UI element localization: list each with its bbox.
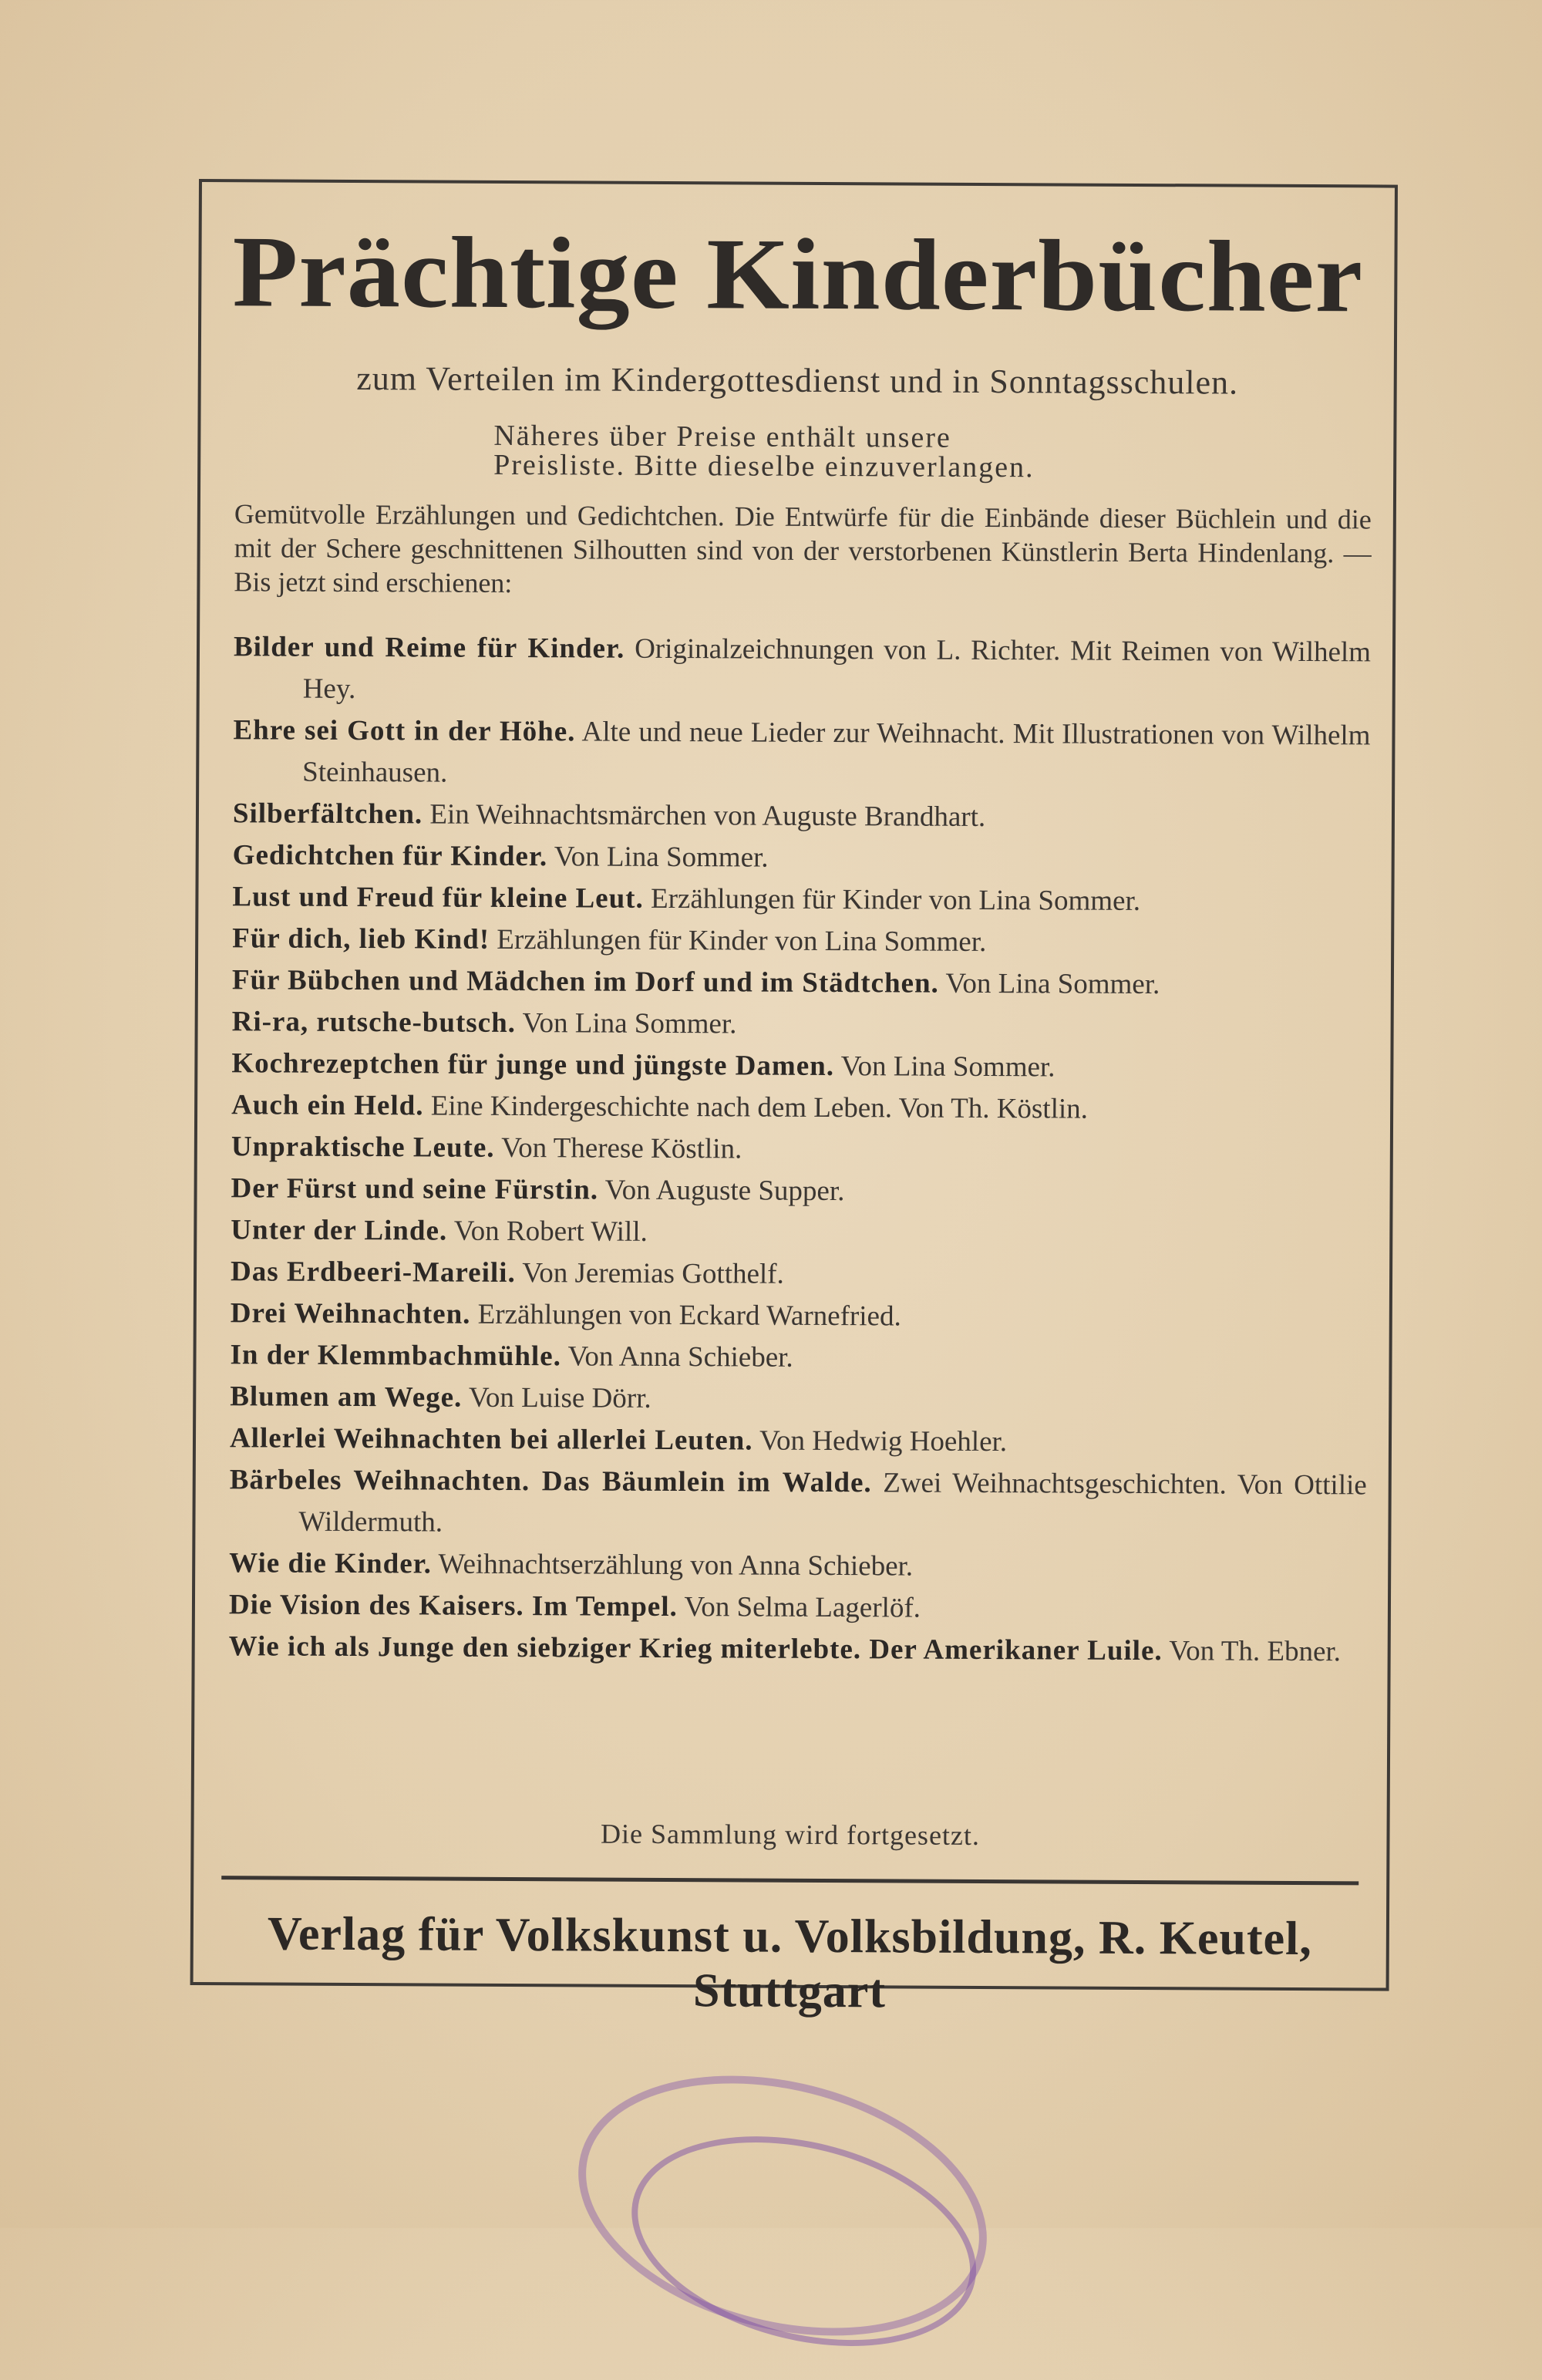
book-title: Bilder und Reime für Kinder. bbox=[233, 631, 625, 665]
price-note-line: Näheres über Preise enthält unsere bbox=[493, 419, 951, 454]
book-entry bbox=[232, 959, 1369, 1006]
book-title: Blumen am Wege. bbox=[230, 1380, 463, 1414]
book-description: Zwei Weihnachtsgeschichten. Von Ottilie Wildermuth. bbox=[298, 1467, 1367, 1539]
book-description: Erzählungen für Kinder von Lina Sommer. bbox=[497, 923, 987, 959]
book-description: Von Th. Ebner. bbox=[1169, 1635, 1342, 1668]
book-entry bbox=[229, 1459, 1367, 1548]
book-description: Originalzeichnungen von L. Richter. Mit Reimen von Wilhelm Hey. bbox=[302, 632, 1372, 706]
book-entry bbox=[231, 1251, 1368, 1298]
book-title: Unter der Linde. bbox=[231, 1214, 448, 1247]
book-entry bbox=[233, 793, 1370, 840]
subtitle: zum Verteilen im Kindergottesdienst und in Sonntagsschulen. bbox=[356, 359, 1239, 402]
continuation-note: Die Sammlung wird fortgesetzt. bbox=[600, 1818, 981, 1851]
book-entry bbox=[232, 1001, 1369, 1048]
book-description: Von Robert Will. bbox=[453, 1215, 648, 1248]
book-title: Auch ein Held. bbox=[231, 1089, 424, 1122]
book-title: Das Erdbeeri-Mareili. bbox=[230, 1256, 516, 1289]
book-entry bbox=[229, 1542, 1366, 1589]
book-title: Unpraktische Leute. bbox=[231, 1131, 495, 1164]
book-description: Von Lina Sommer. bbox=[522, 1007, 737, 1040]
book-title: Kochrezeptchen für junge und jüngste Damen. bbox=[231, 1047, 835, 1083]
book-entry bbox=[233, 710, 1371, 798]
book-description: Von Jeremias Gotthelf. bbox=[522, 1257, 784, 1290]
book-title: Für dich, lieb Kind! bbox=[232, 922, 490, 956]
book-title: Lust und Freud für kleine Leut. bbox=[232, 881, 644, 915]
book-list bbox=[229, 626, 1372, 1673]
book-title: Wie ich als Junge den siebziger Krieg miterlebte. Der Amerikaner Luile. bbox=[228, 1630, 1163, 1667]
book-title: Die Vision des Kaisers. Im Tempel. bbox=[228, 1589, 678, 1623]
book-description: Erzählungen für Kinder von Lina Sommer. bbox=[650, 882, 1141, 917]
price-note bbox=[493, 421, 1035, 482]
book-entry bbox=[232, 918, 1369, 965]
book-description: Eine Kindergeschichte nach dem Leben. Von Th. Köstlin. bbox=[430, 1090, 1089, 1125]
book-description: Von Therese Köstlin. bbox=[501, 1131, 742, 1165]
book-description: Weihnachtserzählung von Anna Schieber. bbox=[438, 1548, 914, 1583]
book-entry bbox=[231, 1293, 1368, 1340]
book-description: Von Anna Schieber. bbox=[567, 1340, 793, 1374]
book-title: Gedichtchen für Kinder. bbox=[232, 839, 548, 873]
page-title: Prächtige Kinderbücher bbox=[232, 214, 1364, 334]
library-stamp bbox=[550, 2035, 1014, 2375]
book-entry bbox=[231, 1043, 1369, 1090]
book-entry bbox=[234, 626, 1372, 715]
book-entry bbox=[230, 1334, 1367, 1381]
price-note-line: Preisliste. Bitte dieselbe einzuverlangen. bbox=[493, 448, 1035, 484]
book-description: Erzählungen von Eckard Warnefried. bbox=[477, 1298, 901, 1333]
book-title: Allerlei Weihnachten bei allerlei Leuten. bbox=[229, 1422, 753, 1457]
book-entry bbox=[232, 876, 1369, 923]
book-description: Von Auguste Supper. bbox=[604, 1174, 845, 1208]
book-title: Der Fürst und seine Fürstin. bbox=[231, 1172, 599, 1206]
intro-paragraph: Gemütvolle Erzählungen und Gedichtchen. Die Entwürfe für die Einbände dieser Büchlein und die mit der Schere geschnittenen Silhoutten sind von der verstorbenen Künstlerin Berta Hindenlang. — Bis jetzt sind erschienen: bbox=[234, 498, 1372, 598]
book-title: Wie die Kinder. bbox=[229, 1547, 433, 1580]
book-title: Silberfältchen. bbox=[232, 797, 423, 831]
book-description: Von Hedwig Hoehler. bbox=[759, 1424, 1008, 1458]
book-description: Von Lina Sommer. bbox=[840, 1050, 1055, 1084]
book-description: Von Selma Lagerlöf. bbox=[684, 1591, 921, 1624]
book-description: Von Lina Sommer. bbox=[945, 967, 1160, 1001]
book-entry bbox=[233, 834, 1370, 882]
book-entry bbox=[231, 1126, 1369, 1173]
book-title: Drei Weihnachten. bbox=[230, 1297, 471, 1330]
book-entry bbox=[231, 1084, 1369, 1131]
book-entry bbox=[229, 1584, 1366, 1631]
book-title: Bärbeles Weihnachten. Das Bäumlein im Walde. bbox=[229, 1464, 872, 1499]
book-description: Von Luise Dörr. bbox=[468, 1381, 651, 1414]
book-entry bbox=[230, 1418, 1367, 1465]
publisher: Verlag für Volkskunst u. Volksbildung, R. Keutel, Stuttgart bbox=[267, 1907, 1312, 2018]
book-entry bbox=[229, 1626, 1366, 1673]
book-entry bbox=[231, 1209, 1368, 1256]
book-entry bbox=[231, 1168, 1368, 1215]
advertisement-frame bbox=[190, 179, 1398, 2018]
book-title: Ehre sei Gott in der Höhe. bbox=[233, 714, 576, 748]
book-description: Ein Weihnachtsmärchen von Auguste Brandhart. bbox=[429, 798, 986, 833]
book-entry bbox=[230, 1376, 1367, 1423]
book-description: Alte und neue Lieder zur Weihnacht. Mit Illustrationen von Wilhelm Steinhausen. bbox=[302, 716, 1371, 789]
book-title: Ri-ra, rutsche-butsch. bbox=[231, 1006, 517, 1040]
book-title: In der Klemmbachmühle. bbox=[230, 1339, 562, 1373]
divider bbox=[221, 1876, 1359, 1885]
book-description: Von Lina Sommer. bbox=[554, 841, 769, 874]
book-title: Für Bübchen und Mädchen im Dorf und im Städtchen. bbox=[231, 964, 939, 1000]
